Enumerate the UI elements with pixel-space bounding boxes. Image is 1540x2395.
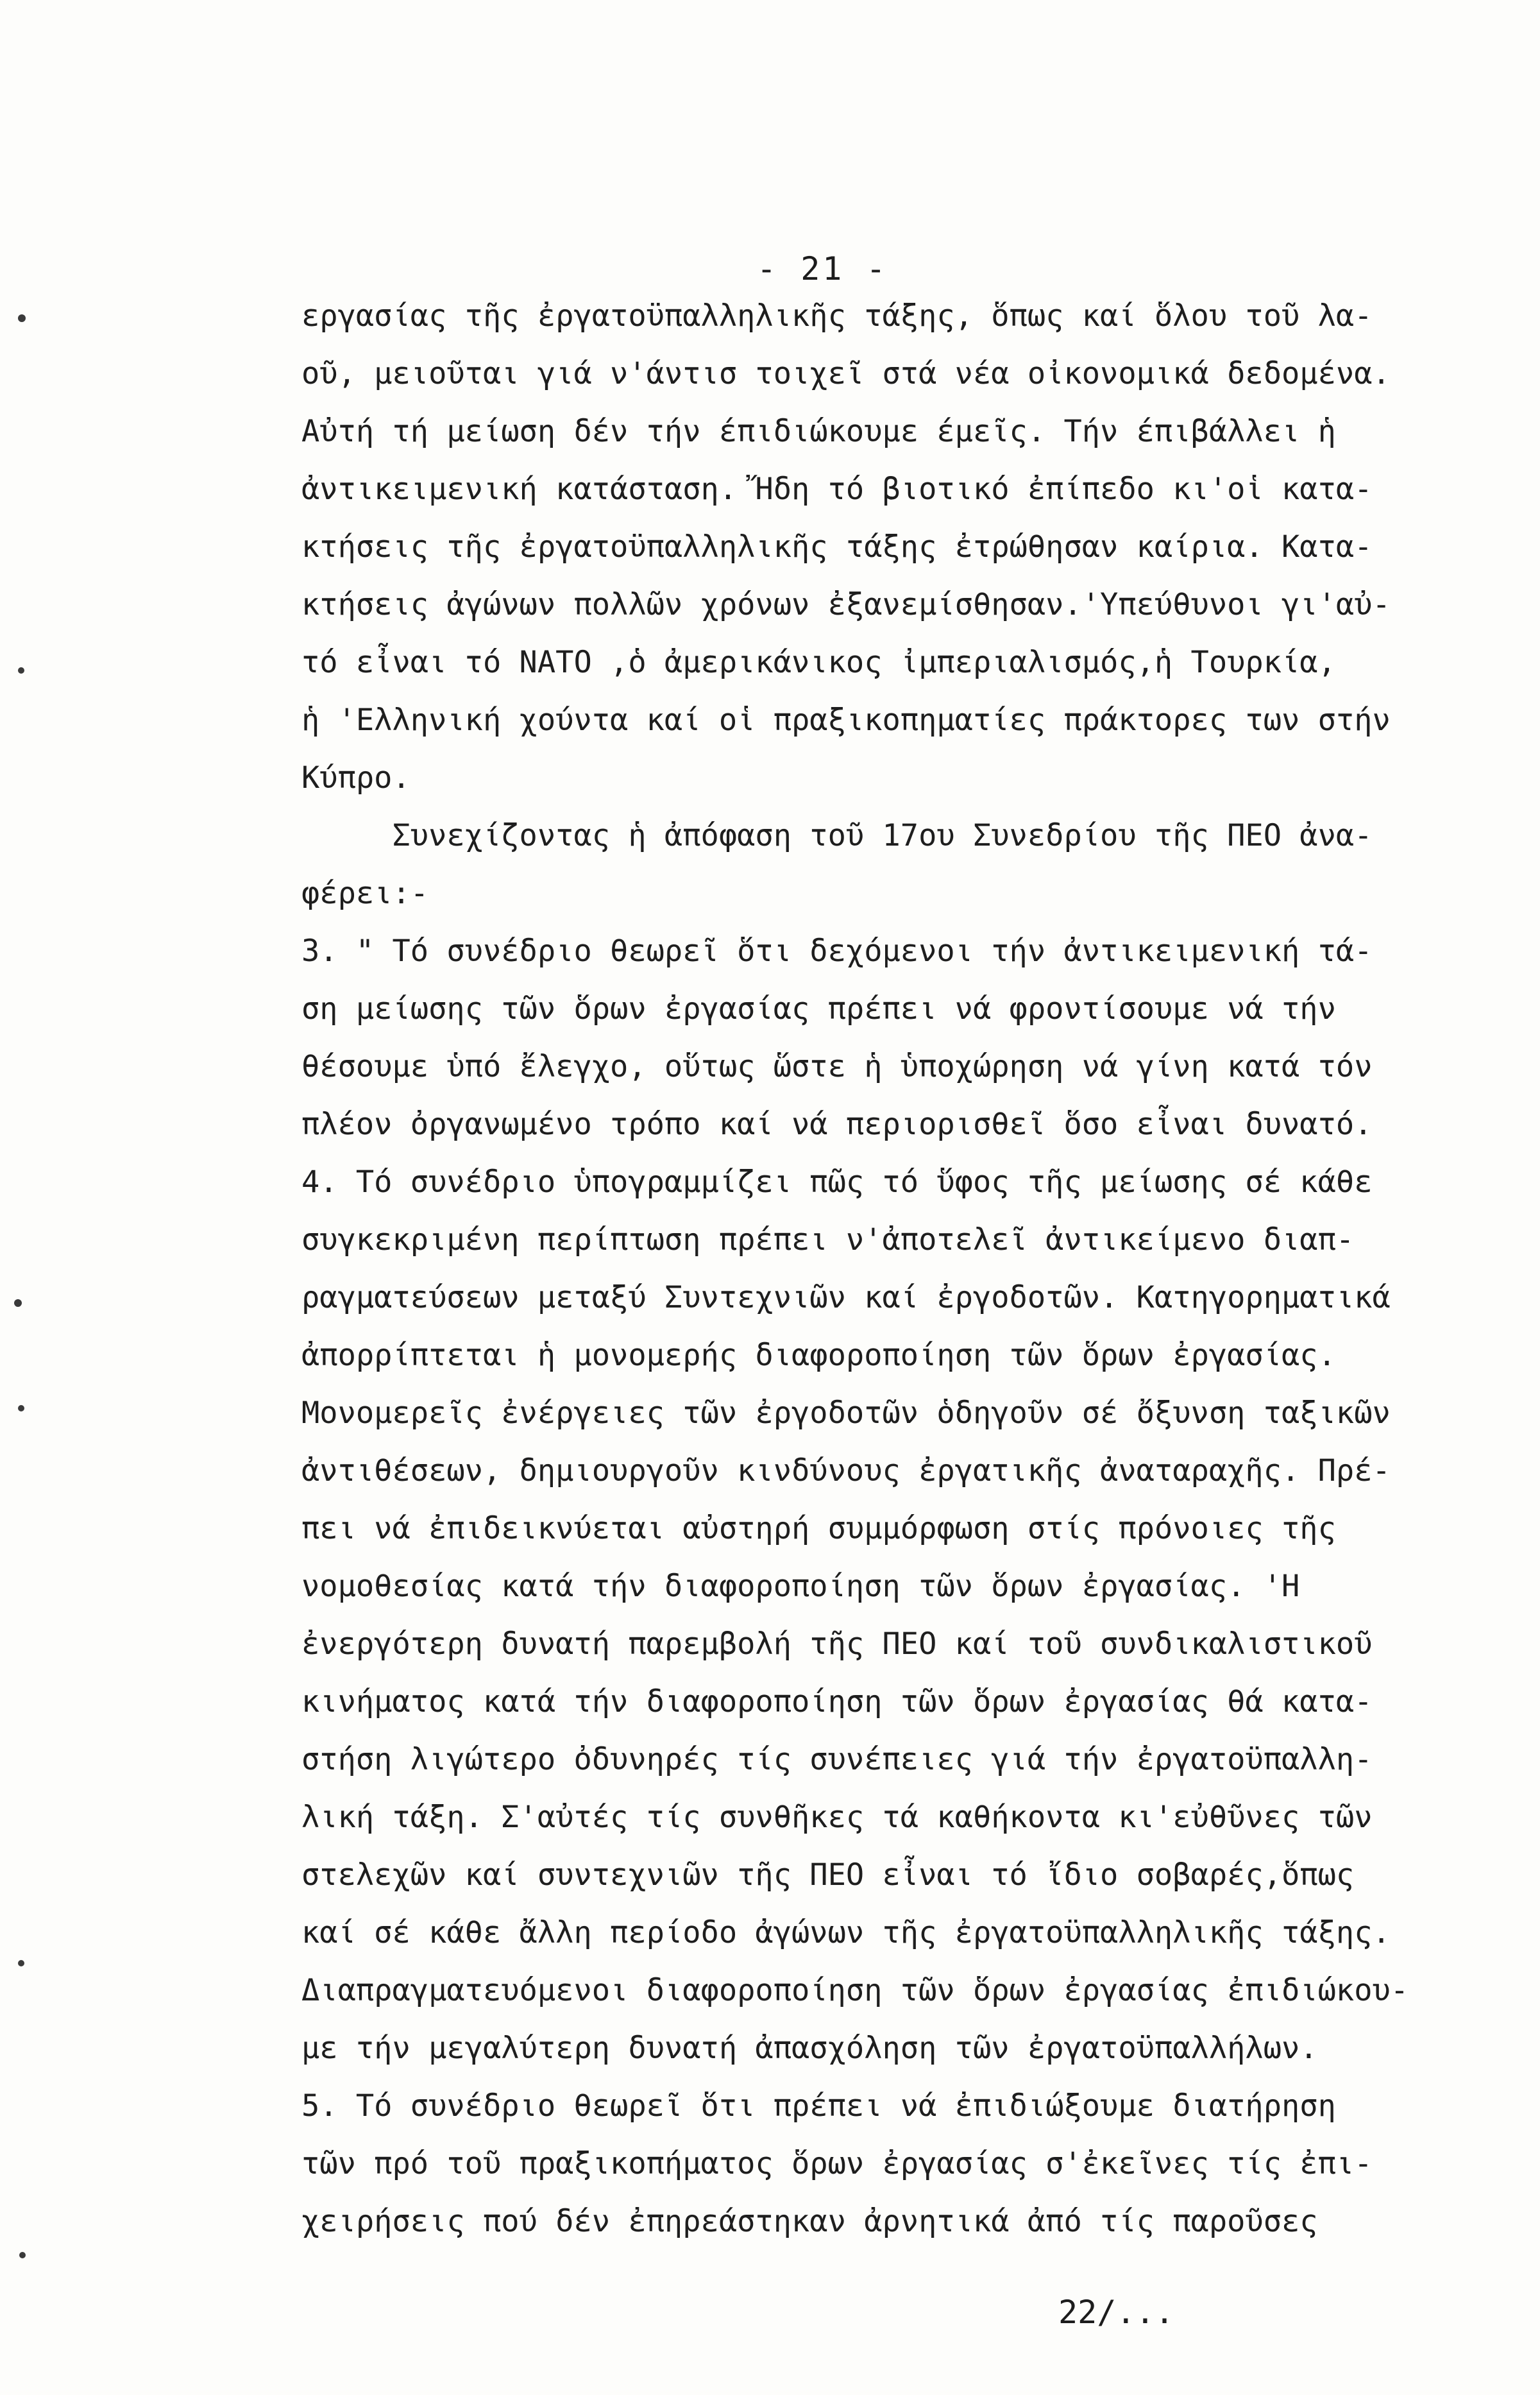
page-number: - 21 - xyxy=(757,250,888,287)
text-line: ση μείωσης τῶν ὅρων ἐργασίας πρέπει νά φροντίσουμε νά τήν xyxy=(301,991,1336,1027)
text-line: Συνεχίζοντας ἡ ἀπόφαση τοῦ 17ου Συνεδρίου τῆς ΠΕΟ ἀνα- xyxy=(301,818,1373,853)
scan-speck xyxy=(18,314,26,322)
text-line: Μονομερεῖς ἐνέργειες τῶν ἐργοδοτῶν ὁδηγοῦν σέ ὄξυνση ταξικῶν xyxy=(301,1395,1391,1431)
scan-speck xyxy=(14,1299,22,1307)
text-line: πει νά ἐπιδεικνύεται αὐστηρή συμμόρφωση στίς πρόνοιες τῆς xyxy=(301,1511,1336,1546)
text-line: λική τάξη. Σ'αὐτές τίς συνθῆκες τά καθήκοντα κι'εὐθῦνες τῶν xyxy=(301,1800,1373,1835)
text-line: οῦ, μειοῦται γιά ν'άντισ τοιχεῖ στά νέα οἰκονομικά δεδομένα. xyxy=(301,356,1391,391)
text-line: ραγματεύσεων μεταξύ Συντεχνιῶν καί ἐργοδοτῶν. Κατηγορηματικά xyxy=(301,1280,1391,1315)
text-line: φέρει:- xyxy=(301,876,429,911)
continuation-marker: 22/... xyxy=(1058,2294,1174,2331)
text-line: ἀντικειμενική κατάσταση. Ἤδη τό βιοτικό ἐπίπεδο κι'οἱ κατα- xyxy=(301,472,1373,507)
scan-speck xyxy=(18,1960,24,1966)
text-line: τό εἶναι τό ΝΑΤΟ ,ὁ ἀμερικάνικος ἰμπεριαλισμός,ἡ Τουρκία, xyxy=(301,645,1336,680)
text-line: Αὐτή τή μείωση δέν τήν έπιδιώκουμε έμεῖς. Τήν έπιβάλλει ἡ xyxy=(301,414,1336,449)
text-line: στελεχῶν καί συντεχνιῶν τῆς ΠΕΟ εἶναι τό ἴδιο σοβαρές,ὅπως xyxy=(301,1857,1355,1893)
text-line: κτήσεις τῆς ἐργατοϋπαλληλικῆς τάξης ἐτρώθησαν καίρια. Κατα- xyxy=(301,529,1373,565)
text-line: τῶν πρό τοῦ πραξικοπήματος ὅρων ἐργασίας σ'ἐκεῖνες τίς ἐπι- xyxy=(301,2146,1373,2181)
text-line: ἀντιθέσεων, δημιουργοῦν κινδύνους ἐργατικῆς ἀναταραχῆς. Πρέ- xyxy=(301,1453,1391,1488)
text-line: ἡ 'Ελληνική χούντα καί οἱ πραξικοπηματίες πράκτορες των στήν xyxy=(301,703,1391,738)
text-line: 3. " Τό συνέδριο θεωρεῖ ὅτι δεχόμενοι τήν ἀντικειμενική τά- xyxy=(301,933,1373,969)
scan-speck xyxy=(19,2252,26,2258)
text-line: κινήματος κατά τήν διαφοροποίηση τῶν ὅρων ἐργασίας θά κατα- xyxy=(301,1684,1373,1719)
text-line: 4. Τό συνέδριο ὑπογραμμίζει πῶς τό ὕφος τῆς μείωσης σέ κάθε xyxy=(301,1164,1373,1200)
body-text xyxy=(301,287,1507,2251)
text-line: στήση λιγώτερο ὀδυνηρές τίς συνέπειες γιά τήν ἐργατοϋπαλλη- xyxy=(301,1742,1373,1777)
text-line: ἐνεργότερη δυνατή παρεμβολή τῆς ΠΕΟ καί τοῦ συνδικαλιστικοῦ xyxy=(301,1626,1373,1662)
text-line: 5. Τό συνέδριο θεωρεῖ ὅτι πρέπει νά ἐπιδιώξουμε διατήρηση xyxy=(301,2088,1336,2124)
text-line: εργασίας τῆς ἐργατοϋπαλληλικῆς τάξης, ὅπως καί ὅλου τοῦ λα- xyxy=(301,298,1373,334)
text-line: Διαπραγματευόμενοι διαφοροποίηση τῶν ὅρων ἐργασίας ἐπιδιώκου- xyxy=(301,1973,1409,2008)
text-line: ἀπορρίπτεται ἡ μονομερής διαφοροποίηση τῶν ὅρων ἐργασίας. xyxy=(301,1338,1336,1373)
text-line: συγκεκριμένη περίπτωση πρέπει ν'ἀποτελεῖ ἀντικείμενο διαπ- xyxy=(301,1222,1355,1257)
text-line: καί σέ κάθε ἄλλη περίοδο ἀγώνων τῆς ἐργατοϋπαλληλικῆς τάξης. xyxy=(301,1915,1391,1950)
text-line: κτήσεις ἀγώνων πολλῶν χρόνων ἐξανεμίσθησαν.'Υπεύθυνοι γι'αὐ- xyxy=(301,587,1391,622)
scan-speck xyxy=(18,667,24,674)
text-line: πλέον ὀργανωμένο τρόπο καί νά περιορισθεῖ ὅσο εἶναι δυνατό. xyxy=(301,1107,1373,1142)
text-line: χειρήσεις πού δέν ἐπηρεάστηκαν ἀρνητικά ἀπό τίς παροῦσες xyxy=(301,2204,1318,2239)
scan-speck xyxy=(18,1405,24,1411)
text-line: με τήν μεγαλύτερη δυνατή ἀπασχόληση τῶν ἐργατοϋπαλλήλων. xyxy=(301,2031,1318,2066)
text-line: θέσουμε ὑπό ἔλεγχο, οὕτως ὥστε ἡ ὑποχώρηση νά γίνη κατά τόν xyxy=(301,1049,1373,1084)
text-line: Κύπρο. xyxy=(301,760,410,796)
text-line: νομοθεσίας κατά τήν διαφοροποίηση τῶν ὅρων ἐργασίας. 'Η xyxy=(301,1569,1300,1604)
